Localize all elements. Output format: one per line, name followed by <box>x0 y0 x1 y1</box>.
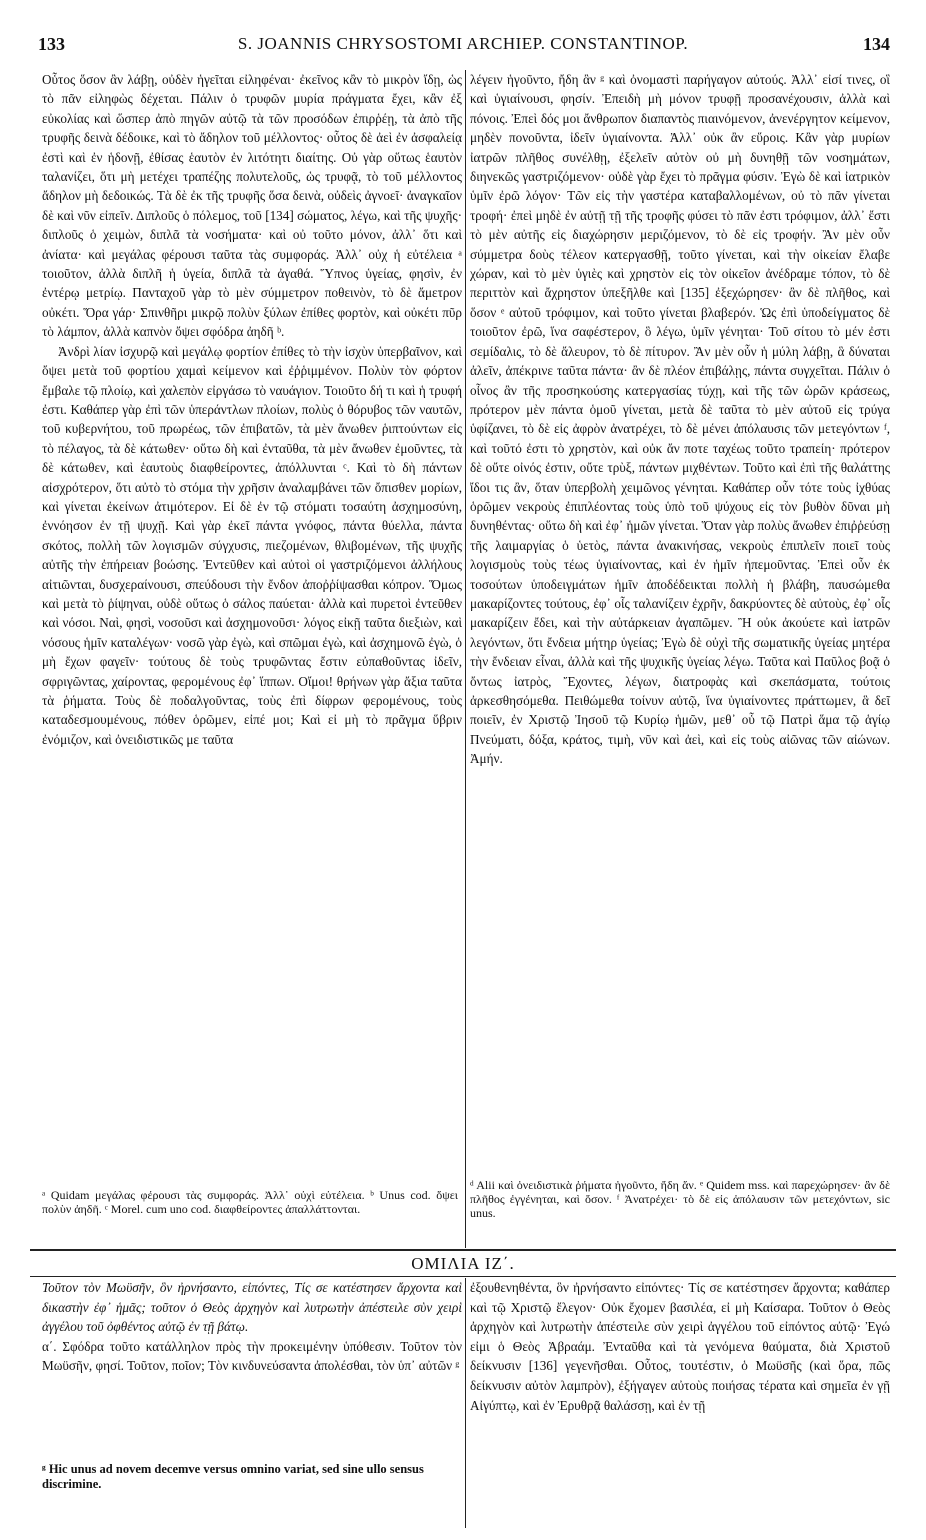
homily-right-column <box>470 1278 890 1415</box>
footnotes-right: ᵈ Alii καὶ ὀνειδιστικὰ ῥήματα ἡγοῦντο, ἤδη ἄν. ᵉ Quidem mss. καὶ παρεχώρησεν· ἂν δὲ πλῆθος ἐγγένηται, καὶ ὅσον. ᶠ Ἀνατρέχει· τὸ δὲ εἰς ἀπόλαυσιν τῶν μετεχόντων, sic unus. <box>470 1178 890 1220</box>
left-column <box>42 70 462 749</box>
right-column <box>470 70 890 769</box>
left-paragraph-2: Ἀνδρὶ λίαν ἰσχυρῷ καὶ μεγάλῳ φορτίον ἐπίθες τὸ τὴν ἰσχὺν ὑπερβαῖνον, καὶ ὄψει μετὰ τοῦ φορτίου χαμαὶ κείμενον καὶ ἐῤῥιμμένον. Πολὺν τὸν φόρτον ἔμβαλε τῷ πλοίῳ, καὶ χαλεπὸν εἰργάσω τὸ ναυάγιον. Τοιοῦτο δή τι καὶ ἡ τρυφή ἐστι. Καθάπερ γὰρ ἐπὶ τῶν ὑπεράντλων πλοίων, πολὺς ὁ θόρυβος τῶν ναυτῶν, τοῦ κυβερνήτου, τοῦ πρωρέως, τῶν ἐπιβατῶν, τὰ μὲν ἄνωθεν ῥιπτούντων εἰς τὸ πέλαγος, τὰ δὲ κάτωθεν· οὕτω δὴ καὶ ἐνταῦθα, τὰ μὲν ἄνωθεν ἐμοῦντες, τὰ δὲ κάτωθεν, καὶ ἑαυτοὺς διαφθείροντες, ἀπόλλυνται ᶜ. Καὶ τὸ δὴ πάντων αἰσχρότερον, ὅτι αὐτὸ τὸ στόμα τὴν χρῆσιν ἀναλαμβάνει τῶν ὄπισθεν μορίων, καὶ γίνεται ἐκείνων ἀτιμότερον. Εἰ δὲ ἐν τῷ στόματι τοσαύτη ἀσχημοσύνη, ἐννόησον ἐν τῇ ψυχῇ. Καὶ γὰρ ἐκεῖ πάντα γνόφος, πάντα θύελλα, πάντα σκότος, πολλὴ τῶν λογισμῶν σύγχυσις, πιεζομένων, θλιβομένων, τῆς ψυχῆς αὐτῆς τὴν ἐπήρειαν βοώσης. Ἐντεῦθεν καὶ αὐτοὶ οἱ γαστριζόμενοι ἀλλήλους αἰτιῶνται, δυσχεραίνουσι, σπεύδουσι τὴν ἔνδον ἀποῤῥίψασθαι κόπρον. Ὅμως καὶ μετὰ τὸ ῥίψηναι, οὐδὲ οὕτως ὁ σάλος παύεται· ἀλλὰ καὶ πυρετοὶ ἐντεῦθεν καὶ νόσοι. Ναὶ, φησὶ, νοσοῦσι καὶ ἀσχημονοῦσι· λόγος εἰκῇ ταῦτα διεξιὼν, καὶ νόσους ἡμῖν καταλέγων· νοσῶ γὰρ ἐγὼ, καὶ σπῶμαι ἐγὼ, καὶ ἀσχημονῶ ἐγὼ, ὁ μὴ ἔχων φαγεῖν· τούτους δὲ τοὺς τρυφῶντας ἔστιν εὐπαθοῦντας ἰδεῖν, σφριγῶντας, χαίροντας, φερομένους ἐφ᾽ ἵππων. Οἴμοι! θρήνων γὰρ ἄξια ταῦτα τὰ ῥήματα. Τοὺς δὲ ποδαλγοῦντας, τοὺς ἐπὶ δίφρων φερομένους, τοὺς καταδεσμουμένους, πόθεν ὁρῶμεν, εἰπέ μοι; Καὶ εἰ μὴ τὸ πρᾶγμα ὕβριν ἐνόμιζον, καὶ ὀνειδιστικῶς με ταῦτα <box>42 343 462 747</box>
left-paragraph-1: Οὗτος ὅσον ἂν λάβῃ, οὐδὲν ἡγεῖται εἰληφέναι· ἐκεῖνος κἂν τὸ μικρὸν ἴδῃ, ὡς τὸ πᾶν εἰληφὼς δέχεται. Πάλιν ὁ τρυφῶν μυρία πράγματα ἔχει, κἂν ἐξ εὐκολίας καὶ ὥσπερ ἀπὸ πηγῶν αὐτῷ τὰ τῶν προσόδων ἐπιρῥέῃ, τὰ ἀπὸ τῆς τρυφῆς δεινὰ δέδοικε, καὶ τὸ ἄδηλον τοῦ μέλλοντος· οὗτος δὲ ἀεὶ ἐν ἀσφαλείᾳ ἐστὶ καὶ ἐν ἡδονῇ, ἐθίσας ἑαυτὸν ἐν λιτότητι διαίτης. Οὐ γὰρ οὕτως ἑαυτὸν ταλανίζει, ὅτι μὴ μετέχει τραπέζης πολυτελοῦς, ὡς τρυφᾷ, τὸ τοῦ μέλλοντος ἄδηλον μὴ δεδοικώς. Τὰ δὲ ἐκ τῆς τρυφῆς ὅσα δεινὰ, οὐδεὶς ἀγνοεῖ· ἀναγκαῖον δὲ καὶ νῦν εἰπεῖν. Διπλοῦς ὁ πόλεμος, τοῦ [134] σώματος, λέγω, καὶ τῆς ψυχῆς· διπλοῦς ὁ χειμὼν, διπλᾶ τὰ νοσήματα· καὶ οὐ τοῦτο μόνον, ἀλλ᾽ ὅτι καὶ ἀνίατα· καὶ μεγάλας φέρουσι ταῦτα τὰς συμφοράς. Ἀλλ᾽ οὐχ ἡ εὐτέλεια ᵃ τοιοῦτον, ἀλλὰ διπλῆ ἡ ὑγεία, διπλᾶ τὰ ἀγαθά. Ὕπνος ὑγείας, φησὶν, ἐν ἐντέρῳ μετρίῳ. Πανταχοῦ γὰρ τὸ μὲν σύμμετρον ποθεινὸν, τὸ δὲ ἄμετρον οὐκέτι. Ὅρα γάρ· Σπινθῆρι μικρῷ πολὺν ξύλων ἐπίθες φορτὸν, καὶ οὐκέτι πῦρ τὸ λάμπον, ἀλλὰ καπνὸν ὄψει σφόδρα ἀηδῆ ᵇ. <box>42 72 462 340</box>
right-paragraph-1: λέγειν ἡγοῦντο, ἤδη ἂν ᵍ καὶ ὀνομαστὶ παρήγαγον αὐτούς. Ἀλλ᾽ εἰσί τινες, οἳ καὶ ὑγιαίνουσι, φησίν. Ἐπειδὴ μὴ μόνον τρυφῇ προσανέχουσιν, ἀλλὰ καὶ πόνοις. Ἐπεὶ δός μοι ἄνθρωπον διαπαντὸς πιαινόμενον, ἀνενέργητον κείμενον, μηδὲν πονοῦντα, ἰδεῖν ὑγιαίνοντα. Ἀλλ᾽ οὐκ ἂν εὕροις. Κἂν γὰρ μυρίων ἰατρῶν πλῆθος συνέλθῃ, ἐξελεῖν αὐτὸν οὐ μὴ δυνηθῇ τῶν νοσημάτων, διηνεκῶς γαστριζόμενον· οὐδὲ γὰρ ἔχει τὸ πρᾶγμα φύσιν. Ἐγὼ δὲ καὶ ἰατρικὸν ὑμῖν ἐρῶ λόγον· Τῶν εἰς τὴν γαστέρα καταβαλλομένων, οὐ τὸ πᾶν γίνεται τροφή· ἐπεὶ μηδὲ ἐν αὐτῇ τῇ τῆς τροφῆς φύσει τὸ πᾶν ἐστι τρόφιμον, ἀλλ᾽ ἔστι τὸ μὲν αὐτῆς εἰς διαχώρησιν μεριζόμενον, τὸ δὲ εἰς τροφήν. Ἂν μὲν οὖν σύμμετρα δοὺς τέλεον κατεργασθῇ, τοῦτο γίνεται, καὶ τὴν οἰκείαν ἔλαβε χώραν, καὶ τὸ μὲν ὑγιὲς καὶ χρηστὸν εἰς τὸν οἰκεῖον ἀνέδραμε τόπον, τὸ δὲ περιττὸν καὶ ἄχρηστον ὑπεξῆλθε καὶ [135] ἐξεχώρησεν· ἂν δὲ πλῆθος, καὶ ὅσον ᵉ αὐτοῦ τρόφιμον, καὶ τοῦτο γίνεται βλαβερόν. Ὡς ἐπὶ ὑποδείγματος δὲ τοιοῦτον ἐρῶ, ἵνα σαφέστερον, ὃ λέγω, ὑμῖν γένηται· Τοῦ σίτου τὸ μέν ἐστι σεμίδαλις, τὸ δὲ ἄλευρον, τὸ δὲ πίτυρον. Ἂν μὲν οὖν ἡ μύλη λάβῃ, ἃ δύναται ἀλεῖν, ἀπέκρινε ταῦτα πάντα· ἂν δὲ πλέον ἐπιβάλῃς, πάντα συγχεῖται. Πάλιν ὁ οἶνος ἂν τῆς προσηκούσης κατεργασίας τύχῃ, καὶ τῆς τῶν ὡρῶν κράσεως, πρότερον μὲν πάντα ὁμοῦ γίνεται, μετὰ δὲ ταῦτα τὸ μὲν αὐτοῦ εἰς τρύγα ὑφίζανει, τὸ δὲ εἰς ἀφρὸν ἀνατρέχει, τὸ δὲ μένει ἀπόλαυσις τῶν μετεγόντων ᶠ, καὶ τοῦτό ἐστι τὸ χρηστὸν, καὶ οὐκ ἄν ποτε ταχέως τοῦτο τραπείη· πρότερον δὲ οὔτε οἰνός ἐστιν, οὔτε τρὺξ, πάντων μιχθέντων. Τοῦτο καὶ ἐπὶ τῆς θαλάττης ἴδοι τις ἂν, ὅταν ὑπερβολὴ χειμῶνος γένηται. Καθάπερ οὖν τότε τοὺς ἰχθύας ὁρῶμεν νεκροὺς ἐπιπλέοντας τοὺς ὑπὸ τοῦ ψύχους εἰς τὸν βυθὸν δῦναι μὴ δυνηθέντας· οὕτω δὴ καὶ ἐφ᾽ ἡμῶν γίνεται. Ὅταν γὰρ πολὺς ἄνωθεν ἐπιῤῥεύσῃ τῆς λαιμαργίας ὁ ὑετὸς, πάντα ἀνακινήσας, νεκροὺς ἐπιπλεῖν ποιεῖ τοὺς λογισμοὺς τοὺς τέως ὑγιαίνοντας, καὶ ἐν ἡμῖν ἠπεμοῦντας. Ἐπεὶ οὖν ἐκ τοσούτων ὑποδειγμάτων ἡμῖν ἀποδέδεικται πολλὴ ἡ βλάβη, παυσώμεθα μακαρίζοντες τούτους, ἐφ᾽ οἷς ταλανίζειν ἐχρῆν, δακρύοντες δὲ αὐτοὺς, ἐφ᾽ οἷς μακαρίζειν ἔδει, καὶ τὴν αὐτάρκειαν ἀγαπῶμεν. Ἢ οὐκ ἀκούετε καὶ ἰατρῶν λεγόντων, ὅτι ἔνδεια μήτηρ ὑγείας; Ἐγὼ δὲ οὐχὶ τῆς σωματικῆς ὑγείας μητέρα τὴν ἔνδειαν εἶναι, ἀλλὰ καὶ τῆς ψυχικῆς ὑγείας λέγω. Ταῦτα καὶ Παῦλος βοᾷ ὁ ὄντως ἰατρὸς, Ἔχοντες, λέγων, διατροφὰς καὶ σκεπάσματα, τούτοις ἀρκεσθησόμεθα. Πειθώμεθα τοίνυν αὐτῷ, ἵνα ὑγιαίνοντες πράττωμεν, ἃ δεῖ ποιεῖν, ἐν Χριστῷ Ἰησοῦ τῷ Κυρίῳ ἡμῶν, μεθ᾽ οὗ τῷ Πατρὶ ἅμα τῷ ἁγίῳ Πνεύματι, δόξα, κράτος, τιμὴ, νῦν καὶ ἀεὶ, καὶ εἰς τοὺς αἰῶνας τῶν αἰώνων. Ἀμήν. <box>470 72 890 767</box>
running-title: S. JOANNIS CHRYSOSTOMI ARCHIEP. CONSTANTINOP. <box>237 34 689 53</box>
homily-column-divider <box>465 1278 466 1528</box>
page-number-left: 133 <box>38 34 65 54</box>
footnote-g: ᵍ Hic unus ad novem decemve versus omnino variat, sed sine ullo sensus discrimine. <box>42 1462 424 1491</box>
section-rule-top <box>30 1249 896 1251</box>
homily-lemma: Τοῦτον τὸν Μωϋσῆν, ὃν ἠρνήσαντο, εἰπόντες, Τίς σε κατέστησεν ἄρχοντα καὶ δικαστὴν ἐφ᾽ ἡμᾶς; τοῦτον ὁ Θεὸς ἀρχηγὸν καὶ λυτρωτὴν ἀπέστειλε σὺν χειρὶ ἀγγέλου τοῦ ὀφθέντος αὐτῷ ἐν τῇ βάτῳ. <box>42 1280 462 1335</box>
homily-section-alpha: α΄. Σφόδρα τοῦτο κατάλληλον πρὸς τὴν προκειμένην ὑπόθεσιν. Τοῦτον τὸν Μωϋσῆν, φησί. Τοῦτον, ποῖον; Τὸν κινδυνεύσαντα ἀπολέσθαι, τὸν ὑπ᾽ αὐτῶν ᵍ <box>42 1338 462 1374</box>
running-header <box>30 34 896 64</box>
homily-right-paragraph: ἐξουθενηθέντα, ὃν ἠρνήσαντο εἰπόντες· Τίς σε κατέστησεν ἄρχοντα; καθάπερ καὶ τῷ Χριστῷ ἔλεγον· Οὐκ ἔχομεν βασιλέα, εἰ μὴ Καίσαρα. Τοῦτον ὁ Θεὸς ἀρχηγὸν καὶ λυτρωτὴν ἀπέστειλε σὺν χειρὶ ἀγγέλου τοῦ εἰπόντος αὐτῷ· Ἐγώ εἰμι ὁ Θεὸς Ἀβραάμ. Ἐνταῦθα καὶ τὰ γενόμενα θαύματα, διὰ Χριστοῦ δείκνυσιν [136] γεγενῆσθαι. Οὗτος, τουτέστιν, ὁ Μωϋσῆς (καὶ ὅρα, πῶς δείκνυσιν αὐτὸν λαμπρὸν), ἐξήγαγεν αὐτοὺς ποιήσας τέρατα καὶ σημεῖα ἐν γῇ Αἰγύπτῳ, καὶ ἐν Ἐρυθρᾷ θαλάσσῃ, καὶ ἐν τῇ <box>470 1280 890 1413</box>
homily-left-column <box>42 1278 462 1376</box>
footnotes-left: ᵃ Quidam μεγάλας φέρουσι τὰς συμφοράς. Ἀλλ᾽ οὐχὶ εὐτέλεια. ᵇ Unus cod. ὄψει πολὺν ἀηδῆ. ᶜ Morel. cum uno cod. διαφθείροντες ἀπαλλάττονται. <box>42 1188 458 1216</box>
homily-title: ΟΜΙΛΙΑ ΙΖ΄. <box>411 1254 515 1273</box>
page-number-right: 134 <box>863 34 890 54</box>
column-divider <box>465 70 466 1248</box>
section-rule-bottom <box>30 1276 896 1277</box>
